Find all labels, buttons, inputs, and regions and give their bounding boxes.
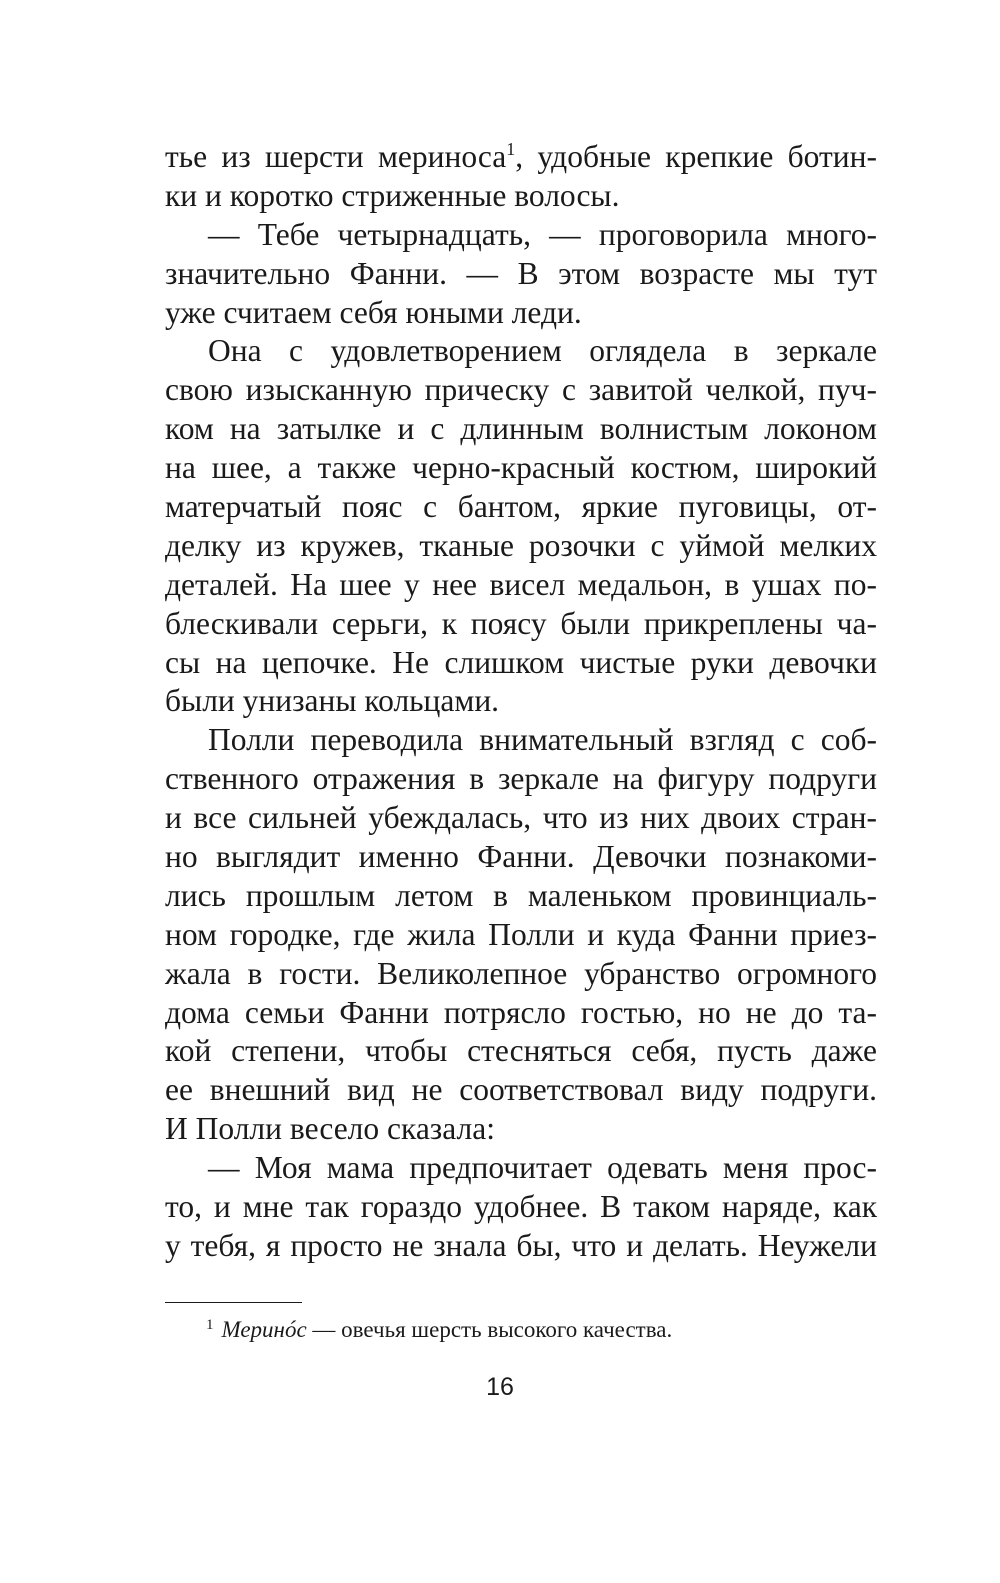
text-line: сы на цепочке. Не слишком чистые руки девочки bbox=[165, 644, 877, 680]
text-line: то, и мне так гораздо удобнее. В таком наряде, как bbox=[165, 1189, 877, 1225]
text-line: — Моя мама предпочитает одевать меня прос- bbox=[208, 1150, 877, 1186]
text-line: ее внешний вид не соответствовал виду подруги. bbox=[165, 1072, 877, 1108]
text-line: деталей. На шее у нее висел медальон, в ушах по- bbox=[165, 566, 877, 602]
footnote-text: — овечья шерсть высокого качества. bbox=[306, 1317, 673, 1342]
page-body bbox=[165, 138, 877, 1266]
text-line: у тебя, я просто не знала бы, что и делать. Неужели bbox=[165, 1227, 877, 1263]
text-line: свою изысканную прическу с завитой челкой, пуч- bbox=[165, 372, 877, 408]
text-line: жала в гости. Великолепное убранство огромного bbox=[165, 955, 877, 991]
text-line: ком на затылке и с длинным волнистым локоном bbox=[165, 411, 877, 447]
text-line: ки и коротко стриженные волосы. bbox=[165, 177, 620, 213]
text-line: Полли переводила внимательный взгляд с соб- bbox=[208, 722, 877, 758]
text-line: — Тебе четырнадцать, — проговорила много- bbox=[208, 216, 877, 252]
footnote-term: Меринóс bbox=[221, 1317, 307, 1342]
text-line: и все сильней убеждалась, что из них двоих стран- bbox=[165, 800, 877, 836]
footnote-mark: 1 bbox=[206, 1317, 214, 1333]
footnote-divider bbox=[165, 1302, 302, 1303]
text-line: делку из кружев, тканые розочки с уймой мелких bbox=[165, 527, 877, 563]
text-line: тье из шерсти мериноса$^1$, удобные крепкие ботин- bbox=[165, 139, 877, 174]
text-line: блескивали серьги, к поясу были прикреплены ча- bbox=[165, 605, 877, 641]
text-line: ственного отражения в зеркале на фигуру подруги bbox=[165, 761, 877, 797]
text-line: дома семьи Фанни потрясло гостью, но не до та- bbox=[165, 994, 877, 1030]
text-line: матерчатый пояс с бантом, яркие пуговицы, от- bbox=[165, 489, 877, 525]
text-line: на шее, а также черно-красный костюм, широкий bbox=[165, 450, 877, 486]
text-line: лись прошлым летом в маленьком провинциаль- bbox=[165, 877, 877, 913]
text-line: уже считаем себя юными леди. bbox=[165, 294, 582, 330]
text-line: ном городке, где жила Полли и куда Фанни приез- bbox=[165, 916, 877, 952]
text-line: И Полли весело сказала: bbox=[165, 1111, 495, 1147]
text-line: но выглядит именно Фанни. Девочки познакоми- bbox=[165, 839, 877, 875]
page-number: 16 bbox=[486, 1373, 514, 1401]
footnote-reference[interactable]: 1 bbox=[506, 139, 516, 159]
text-line: Она с удовлетворением оглядела в зеркале bbox=[208, 333, 877, 369]
text-line: были унизаны кольцами. bbox=[165, 683, 500, 719]
footnote bbox=[206, 1315, 672, 1345]
text-line: значительно Фанни. — В этом возрасте мы тут bbox=[165, 255, 877, 291]
text-line: кой степени, чтобы стесняться себя, пусть даже bbox=[165, 1033, 877, 1069]
